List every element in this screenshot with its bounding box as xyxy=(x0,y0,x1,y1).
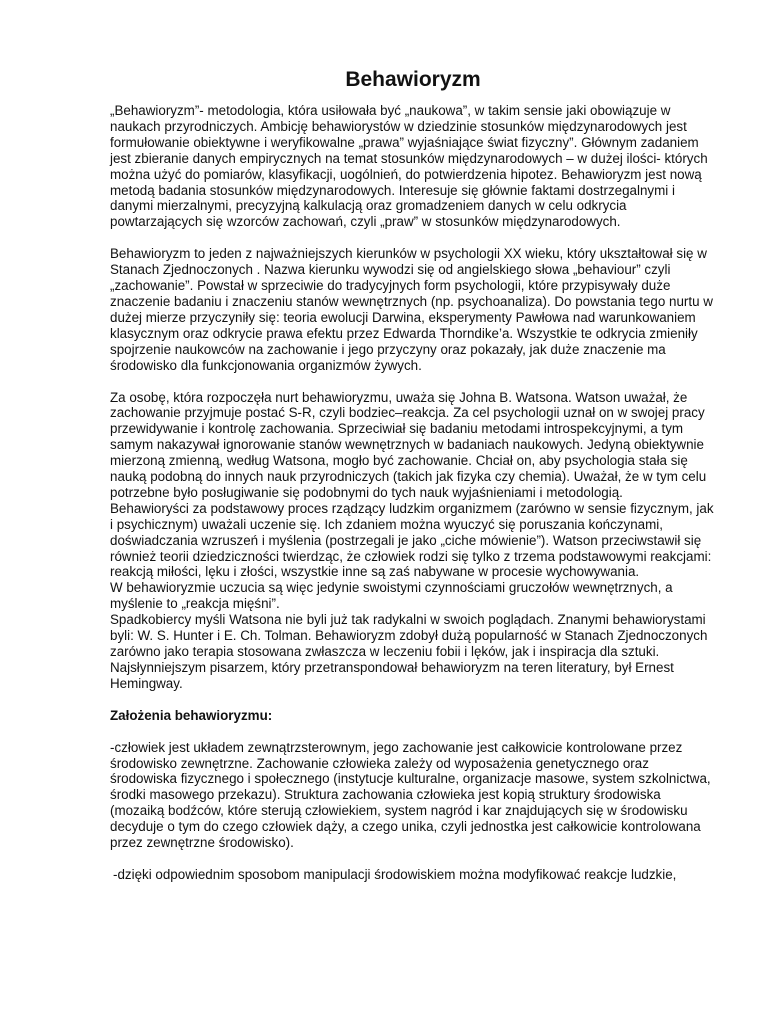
paragraph-spacer xyxy=(110,374,716,390)
paragraph-history: Behawioryzm to jeden z najważniejszych kierunków w psychologii XX wieku, który ukształtował się w Stanach Zjednoczonych . Nazwa kierunku wywodzi się od angielskiego słowa „behaviour” czyli „zachowanie”. Powstał w sprzeciwie do tradycyjnych form psychologii, które przypisywały duże znaczenie badaniu i znaczeniu stanów wewnętrznych (np. psychoanaliza). Do powstania tego nurtu w dużej mierze przyczyniły się: teoria ewolucji Darwina, eksperymenty Pawłowa nad warunkowaniem klasycznym oraz odkrycie prawa efektu przez Edwarda Thorndike’a. Wszystkie te odkrycia zmieniły spojrzenie naukowców na zachowanie i jego przyczyny oraz pokazały, jak duże znaczenie ma środowisko dla funkcjonowania organizmów żywych. xyxy=(110,246,713,373)
document-page xyxy=(110,66,716,883)
paragraph-successors: Spadkobiercy myśli Watsona nie byli już tak radykalni w swoich poglądach. Znanymi behawiorystami byli: W. S. Hunter i E. Ch. Tolman. Behawioryzm zdobył dużą popularność w Stanach Zjednoczonych zarówno jako terapia stosowana zwłaszcza w leczeniu fobii i lęków, jak i inspiracja dla sztuki. Najsłynniejszym pisarzem, który przetranspondował behawioryzm na teren literatury, był Ernest Hemingway. xyxy=(110,612,708,691)
paragraph-emotions: W behawioryzmie uczucia są więc jedynie swoistymi czynnościami gruczołów wewnętrznych, a myślenie to „reakcja mięśni”. xyxy=(110,580,673,612)
paragraph-spacer xyxy=(110,851,716,867)
assumption-item: -dzięki odpowiednim sposobom manipulacji środowiskiem można modyfikować reakcje ludzkie, xyxy=(113,866,677,882)
paragraph-spacer xyxy=(110,724,716,740)
paragraph-learning: Behawioryści za podstawowy proces rządzący ludzkim organizmem (zarówno w sensie fizycznym, jak i psychicznym) uważali uczenie się. Ich zdaniem można wyuczyć się poruszania kończynami, doświadczania wzruszeń i myślenia (postrzegali je jako „ciche mówienie”). Watson przeciwstawił się również teorii dziedziczności twierdząc, że człowiek rodzi się tylko z trzema podstawowymi reakcjami: reakcją miłości, lęku i złości, wszystkie inne są zaś nabywane w procesie wychowywania. xyxy=(110,500,714,580)
paragraph-watson: Za osobę, która rozpoczęła nurt behawioryzmu, uważa się Johna B. Watsona. Watson uważał, że zachowanie przyjmuje postać S-R, czyli bodziec–reakcja. Za cel psychologii uznał on w swojej pracy przewidywanie i kontrolę zachowania. Sprzeciwiał się badaniu metodami introspekcyjnymi, a tym samym nakazywał ignorowanie stanów wewnętrznych w badaniach naukowych. Jedyną obiektywnie mierzoną zmienną, według Watsona, mogło być zachowanie. Chciał on, aby psychologia stała się nauką podobną do innych nauk przyrodniczych (takich jak fizyka czy chemia). Uważał, że w tym celu potrzebne było posługiwanie się podobnymi do tych nauk wyjaśnieniami i metodologią. xyxy=(110,389,707,500)
paragraph-spacer xyxy=(110,230,716,246)
paragraph-spacer xyxy=(110,692,716,708)
section-heading: Założenia behawioryzmu: xyxy=(110,707,273,723)
paragraph-definition: „Behawioryzm”- metodologia, która usiłowała być „naukowa”, w takim sensie jaki obowiązuje w naukach przyrodniczych. Ambicję behawiorystów w dziedzinie stosunków międzynarodowych jest formułowanie obiektywne i weryfikowalne „prawa” wyjaśniające świat fizyczny”. Głównym zadaniem jest zbieranie danych empirycznych na temat stosunków międzynarodowych – w dużej ilości- których można użyć do pomiarów, klasyfikacji, uogólnień, do potwierdzenia hipotez. Behawioryzm jest nową metodą badania stosunków międzynarodowych. Interesuje się głównie faktami dostrzegalnymi i danymi mierzalnymi, precyzyjną kalkulacją oraz gromadzeniem danych w celu odkrycia powtarzających się wzorców zachowań, czyli „praw” w stosunków międzynarodowych. xyxy=(110,103,708,230)
document-title: Behawioryzm xyxy=(345,68,481,91)
assumption-item: -człowiek jest układem zewnątrzsterownym, jego zachowanie jest całkowicie kontrolowane przez środowisko zewnętrzne. Zachowanie człowieka zależy od wyposażenia genetycznego oraz środowiska fizycznego i społecznego (instytucje kulturalne, organizacje masowe, system szkolnictwa, środki masowego przekazu). Struktura zachowania człowieka jest kopią struktury środowiska (mozaiką bodźców, które sterują człowiekiem, system nagród i kar znajdujących się w środowisku decyduje o tym do czego człowiek dąży, a czego unika, czyli jednostka jest całkowicie kontrolowana przez zewnętrzne środowisko). xyxy=(110,739,711,851)
